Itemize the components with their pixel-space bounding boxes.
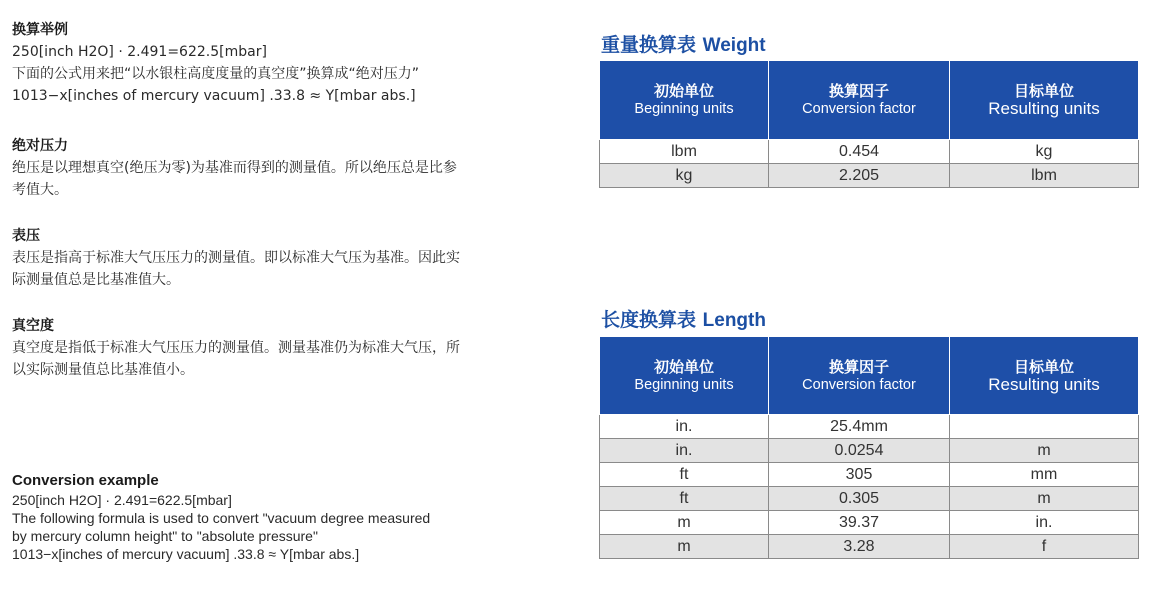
text-line: The following formula is used to convert "vacuum degree measured bbox=[12, 510, 431, 526]
header-resulting-units: 目标单位 Resulting units bbox=[950, 337, 1139, 415]
cell-beginning: m bbox=[600, 535, 769, 559]
header-beginning-units: 初始单位 Beginning units bbox=[600, 337, 769, 415]
section-heading: 真空度 bbox=[12, 318, 54, 334]
cell-factor: 0.454 bbox=[769, 140, 950, 164]
title-en: Weight bbox=[702, 35, 766, 56]
table-row bbox=[600, 164, 1139, 188]
section-heading: 绝对压力 bbox=[12, 138, 68, 154]
cell-factor: 25.4mm bbox=[769, 415, 950, 439]
table-row bbox=[600, 463, 1139, 487]
text-line: 1013−x[inches of mercury vacuum] .33.8 ≈ Y[mbar abs.] bbox=[12, 546, 360, 562]
table-row bbox=[600, 535, 1139, 559]
text-line: 真空度是指低于标准大气压压力的测量值。测量基准仍为标准大气压，所 bbox=[12, 340, 460, 356]
cell-factor: 305 bbox=[769, 463, 950, 487]
cell-beginning: lbm bbox=[600, 140, 769, 164]
weight-table-title bbox=[601, 30, 766, 57]
length-table-title bbox=[601, 305, 766, 332]
table-row bbox=[600, 439, 1139, 463]
absolute-pressure-section bbox=[12, 136, 562, 201]
conversion-example-cn bbox=[12, 20, 562, 107]
conversion-example-en bbox=[12, 471, 562, 563]
cell-beginning: kg bbox=[600, 164, 769, 188]
title-cn: 重量换算表 bbox=[601, 34, 697, 56]
cell-beginning: in. bbox=[600, 415, 769, 439]
cell-factor: 0.0254 bbox=[769, 439, 950, 463]
header-beginning-units: 初始单位 Beginning units bbox=[600, 61, 769, 140]
cell-beginning: ft bbox=[600, 487, 769, 511]
text-line: 以实际测量值总比基准值小。 bbox=[12, 362, 194, 378]
text-line: by mercury column height" to "absolute pressure" bbox=[12, 528, 318, 544]
section-heading: Conversion example bbox=[12, 472, 159, 489]
table-row bbox=[600, 415, 1139, 439]
section-heading: 换算举例 bbox=[12, 22, 68, 38]
text-line: 1013−x[inches of mercury vacuum] .33.8 ≈ Y[mbar abs.] bbox=[12, 88, 416, 104]
cell-factor: 39.37 bbox=[769, 511, 950, 535]
cell-resulting: m bbox=[950, 487, 1139, 511]
text-line: 绝压是以理想真空(绝压为零)为基准而得到的测量值。所以绝压总是比参 bbox=[12, 160, 457, 176]
text-line: 表压是指高于标准大气压压力的测量值。即以标准大气压为基准。因此实 bbox=[12, 250, 460, 266]
text-line: 250[inch H2O] · 2.491=622.5[mbar] bbox=[12, 492, 232, 508]
header-resulting-units: 目标单位 Resulting units bbox=[950, 61, 1139, 140]
cell-resulting: mm bbox=[950, 463, 1139, 487]
cell-factor: 2.205 bbox=[769, 164, 950, 188]
text-line: 下面的公式用来把“以水银柱高度度量的真空度”换算成“绝对压力” bbox=[12, 66, 420, 82]
cell-resulting: lbm bbox=[950, 164, 1139, 188]
cell-resulting: f bbox=[950, 535, 1139, 559]
cell-beginning: ft bbox=[600, 463, 769, 487]
title-en: Length bbox=[702, 310, 766, 331]
text-line: 际测量值总是比基准值大。 bbox=[12, 272, 180, 288]
cell-resulting: kg bbox=[950, 140, 1139, 164]
vacuum-degree-section bbox=[12, 316, 562, 381]
cell-factor: 3.28 bbox=[769, 535, 950, 559]
cell-beginning: in. bbox=[600, 439, 769, 463]
title-cn: 长度换算表 bbox=[601, 309, 697, 331]
text-line: 考值大。 bbox=[12, 182, 68, 198]
right-column bbox=[599, 0, 1139, 603]
cell-factor: 0.305 bbox=[769, 487, 950, 511]
header-conversion-factor: 换算因子 Conversion factor bbox=[769, 61, 950, 140]
weight-conversion-table bbox=[599, 60, 1139, 188]
text-line: 250[inch H2O] · 2.491=622.5[mbar] bbox=[12, 44, 267, 60]
table-row bbox=[600, 487, 1139, 511]
cell-resulting: in. bbox=[950, 511, 1139, 535]
table-row bbox=[600, 140, 1139, 164]
gauge-pressure-section bbox=[12, 226, 562, 291]
table-row bbox=[600, 511, 1139, 535]
cell-beginning: m bbox=[600, 511, 769, 535]
table-header-row bbox=[600, 61, 1139, 140]
cell-resulting: m bbox=[950, 439, 1139, 463]
table-header-row bbox=[600, 337, 1139, 415]
section-heading: 表压 bbox=[12, 228, 40, 244]
length-conversion-table bbox=[599, 336, 1139, 559]
header-conversion-factor: 换算因子 Conversion factor bbox=[769, 337, 950, 415]
cell-resulting bbox=[950, 415, 1139, 439]
